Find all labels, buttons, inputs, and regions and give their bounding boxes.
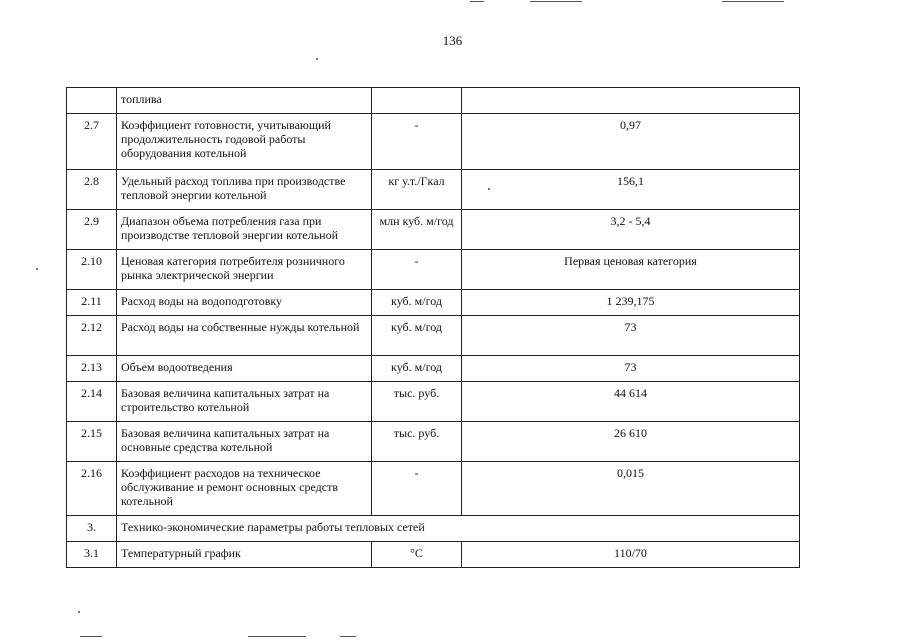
row-value: 110/70 [462, 542, 800, 568]
scan-artifact [488, 188, 490, 190]
row-unit: кг у.т./Гкал [372, 170, 462, 210]
row-number: 2.9 [67, 210, 117, 250]
row-number: 2.14 [67, 382, 117, 422]
table-row [67, 170, 800, 210]
row-number: 2.10 [67, 250, 117, 290]
table-row [67, 542, 800, 568]
row-parameter: Удельный расход топлива при производстве тепловой энергии котельной [117, 170, 372, 210]
row-unit: тыс. руб. [372, 382, 462, 422]
row-unit: куб. м/год [372, 316, 462, 356]
row-value: 0,97 [462, 114, 800, 170]
row-value: 73 [462, 316, 800, 356]
row-unit: куб. м/год [372, 290, 462, 316]
row-parameter: Диапазон объема потребления газа при производстве тепловой энергии котельной [117, 210, 372, 250]
table-row [67, 290, 800, 316]
table-row [67, 88, 800, 114]
row-number [67, 88, 117, 114]
scan-artifact [36, 268, 38, 270]
scan-artifact [78, 611, 80, 613]
row-number: 2.8 [67, 170, 117, 210]
row-parameter: Коэффициент готовности, учитывающий продолжительность годовой работы оборудования котельной [117, 114, 372, 170]
row-value: 1 239,175 [462, 290, 800, 316]
row-parameter: Расход воды на собственные нужды котельной [117, 316, 372, 356]
row-unit: - [372, 250, 462, 290]
table-row [67, 422, 800, 462]
row-value: 0,015 [462, 462, 800, 516]
row-unit: куб. м/год [372, 356, 462, 382]
row-number: 2.7 [67, 114, 117, 170]
row-value: 3,2 - 5,4 [462, 210, 800, 250]
row-unit: °C [372, 542, 462, 568]
parameters-table [66, 87, 800, 568]
row-number: 2.16 [67, 462, 117, 516]
page-number: 136 [442, 33, 463, 48]
row-unit: тыс. руб. [372, 422, 462, 462]
row-parameter: Коэффициент расходов на техническое обслуживание и ремонт основных средств котельной [117, 462, 372, 516]
table-row [67, 382, 800, 422]
row-unit: млн куб. м/год [372, 210, 462, 250]
row-unit: - [372, 462, 462, 516]
scan-artifact [340, 636, 356, 637]
row-value: Первая ценовая категория [462, 250, 800, 290]
section-number: 3. [67, 516, 117, 542]
table-row [67, 250, 800, 290]
row-number: 2.15 [67, 422, 117, 462]
row-number: 2.12 [67, 316, 117, 356]
section-title: Технико-экономические параметры работы тепловых сетей [117, 516, 800, 542]
row-value: 26 610 [462, 422, 800, 462]
row-unit [372, 88, 462, 114]
row-number: 2.13 [67, 356, 117, 382]
table-row [67, 462, 800, 516]
row-unit: - [372, 114, 462, 170]
table-row [67, 210, 800, 250]
row-value: 44 614 [462, 382, 800, 422]
scan-artifact [530, 1, 582, 2]
scan-artifact [722, 1, 784, 2]
table-row [67, 316, 800, 356]
row-value: 156,1 [462, 170, 800, 210]
row-value: 73 [462, 356, 800, 382]
section-row [67, 516, 800, 542]
row-parameter: Расход воды на водоподготовку [117, 290, 372, 316]
row-parameter: Базовая величина капитальных затрат на основные средства котельной [117, 422, 372, 462]
scan-artifact [248, 636, 306, 637]
row-number: 3.1 [67, 542, 117, 568]
scan-artifact [316, 58, 318, 60]
row-parameter: топлива [117, 88, 372, 114]
row-parameter: Базовая величина капитальных затрат на строительство котельной [117, 382, 372, 422]
table-row [67, 114, 800, 170]
row-parameter: Ценовая категория потребителя розничного рынка электрической энергии [117, 250, 372, 290]
row-number: 2.11 [67, 290, 117, 316]
row-parameter: Температурный график [117, 542, 372, 568]
table-row [67, 356, 800, 382]
scan-artifact [80, 636, 102, 637]
row-value [462, 88, 800, 114]
row-parameter: Объем водоотведения [117, 356, 372, 382]
scan-artifact [470, 1, 484, 2]
